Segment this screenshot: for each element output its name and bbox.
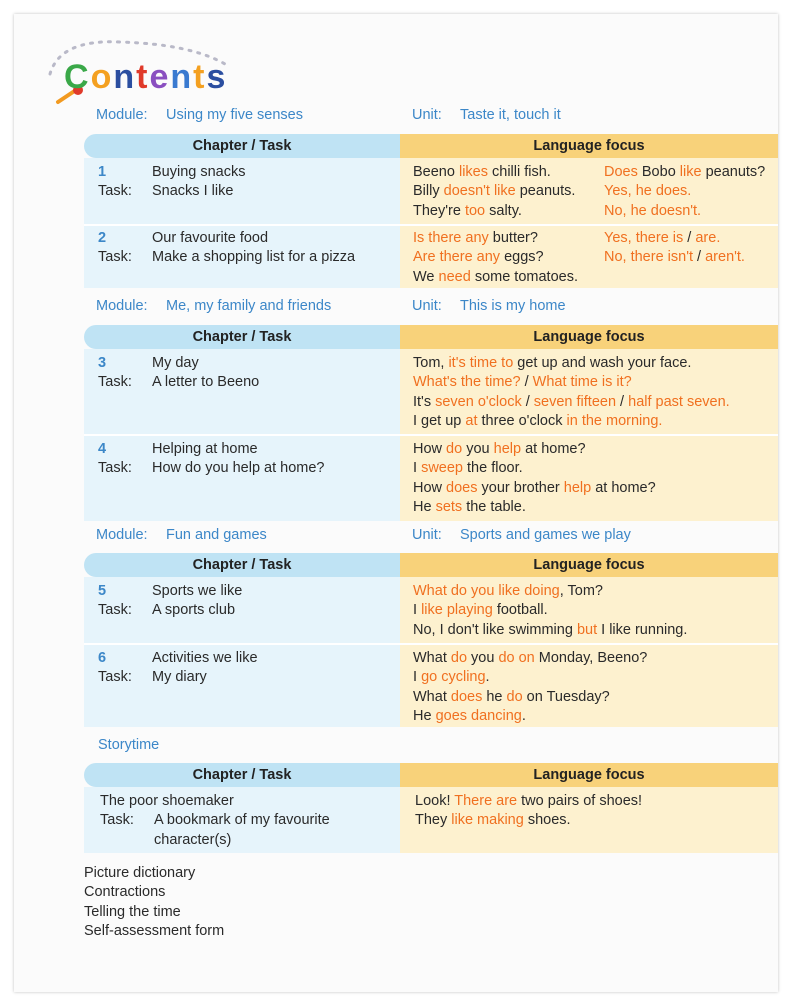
- focus-highlight: sets: [435, 498, 463, 515]
- title-letter: n: [113, 58, 137, 96]
- focus-highlight: go cycling: [421, 669, 486, 686]
- task-label: Task:: [100, 812, 134, 829]
- focus-line: [413, 459, 656, 478]
- task-text: Make a shopping list for a pizza: [152, 249, 356, 266]
- task-text-cont: character(s): [154, 831, 232, 848]
- row-divider: [84, 434, 778, 436]
- focus-text: /: [683, 230, 696, 246]
- focus-text: Beeno: [413, 164, 459, 180]
- chapter-title: Activities we like: [152, 650, 258, 666]
- focus-highlight: like playing: [421, 602, 493, 619]
- focus-text: Look!: [415, 793, 455, 809]
- focus-text: /: [520, 374, 533, 391]
- chapter-title: Helping at home: [152, 441, 258, 457]
- language-focus-header: Language focus: [400, 134, 778, 158]
- focus-line: [413, 688, 647, 707]
- focus-highlight: it's time to: [448, 355, 514, 371]
- focus-text: He: [413, 498, 436, 515]
- module-label: Module:: [96, 107, 148, 123]
- focus-text: football.: [492, 602, 548, 619]
- module-3-line: [96, 527, 267, 543]
- focus-line: [604, 248, 745, 267]
- chapter-row-story: [100, 792, 330, 850]
- focus-text: eggs?: [500, 249, 544, 266]
- focus-line: [415, 792, 642, 811]
- focus-highlight: do on: [498, 650, 535, 666]
- chapter-number: 6: [98, 650, 107, 666]
- chapter-row-6: [98, 649, 258, 688]
- focus-1-a: [413, 163, 575, 221]
- chapter-task-header: Chapter / Task: [84, 553, 400, 577]
- focus-text: shoes.: [523, 812, 571, 829]
- focus-text: butter?: [488, 230, 538, 246]
- focus-text: the table.: [462, 498, 526, 515]
- unit-label: Unit:: [412, 527, 442, 543]
- focus-text: They're: [413, 202, 465, 219]
- task-label: Task:: [98, 460, 132, 477]
- focus-text: some tomatoes.: [470, 268, 578, 285]
- focus-highlight: What's the time?: [413, 374, 521, 391]
- focus-highlight: No, there isn't: [604, 249, 694, 266]
- focus-line: [413, 202, 575, 221]
- chapter-title: Our favourite food: [152, 230, 269, 246]
- row-divider: [84, 224, 778, 226]
- task-label: Task:: [98, 183, 132, 200]
- focus-line: [413, 229, 578, 248]
- focus-text: What: [413, 650, 451, 666]
- focus-highlight: Is there any: [413, 230, 489, 246]
- focus-highlight: Yes, he does.: [604, 183, 692, 200]
- unit-2-line: [412, 298, 566, 314]
- focus-text: Bobo: [637, 164, 680, 180]
- chapter-title: The poor shoemaker: [100, 793, 234, 809]
- focus-text: We: [413, 268, 439, 285]
- focus-highlight: There are: [454, 793, 518, 809]
- unit-name: Sports and games we play: [460, 527, 631, 543]
- task-text: A bookmark of my favourite: [154, 812, 330, 829]
- focus-text: Monday, Beeno?: [534, 650, 648, 666]
- language-focus-header: Language focus: [400, 763, 778, 787]
- unit-label: Unit:: [412, 107, 442, 123]
- focus-highlight: does: [450, 688, 483, 705]
- unit-label: Unit:: [412, 298, 442, 314]
- chapter-number: 4: [98, 441, 107, 457]
- focus-text: peanuts.: [515, 183, 576, 200]
- module-name: Using my five senses: [166, 107, 303, 123]
- focus-highlight: seven fifteen: [533, 393, 617, 410]
- focus-highlight: Does: [604, 164, 638, 180]
- task-text: How do you help at home?: [152, 460, 325, 477]
- focus-text: What: [413, 688, 451, 705]
- focus-line: [415, 811, 642, 830]
- focus-line: [413, 163, 575, 182]
- focus-text: /: [616, 393, 629, 410]
- focus-highlight: but: [576, 621, 598, 638]
- focus-line: [413, 582, 687, 601]
- language-focus-header: Language focus: [400, 325, 778, 349]
- focus-line: [413, 668, 647, 687]
- focus-text: I: [413, 669, 422, 686]
- task-label: Task:: [98, 374, 132, 391]
- focus-highlight: need: [438, 268, 471, 285]
- task-label: Task:: [98, 249, 132, 266]
- focus-text: salty.: [485, 202, 522, 219]
- task-text: My diary: [152, 669, 207, 686]
- focus-highlight: doesn't like: [443, 183, 516, 200]
- focus-highlight: What time is it?: [532, 374, 632, 391]
- focus-text: How: [413, 441, 447, 457]
- language-focus-header: Language focus: [400, 553, 778, 577]
- task-label: Task:: [98, 602, 132, 619]
- focus-text: I: [413, 602, 422, 619]
- unit-name: Taste it, touch it: [460, 107, 561, 123]
- focus-line: [413, 354, 730, 373]
- focus-text: at home?: [521, 441, 586, 457]
- focus-highlight: like making: [451, 812, 524, 829]
- focus-highlight: do: [506, 688, 523, 705]
- focus-text: .: [485, 669, 490, 686]
- focus-highlight: are.: [695, 230, 721, 246]
- focus-3: [413, 354, 730, 431]
- focus-highlight: like: [679, 164, 702, 180]
- focus-story: [415, 792, 642, 831]
- focus-2-b: [604, 229, 745, 268]
- focus-line: [413, 373, 730, 392]
- focus-highlight: too: [464, 202, 486, 219]
- focus-line: [413, 498, 656, 517]
- chapter-row-4: [98, 440, 325, 479]
- unit-1-line: [412, 107, 561, 123]
- focus-highlight: in the morning.: [566, 412, 663, 429]
- focus-5: [413, 582, 687, 640]
- focus-text: , Tom?: [559, 583, 603, 599]
- chapter-row-3: [98, 354, 259, 393]
- focus-line: [413, 601, 687, 620]
- focus-2-a: [413, 229, 578, 287]
- extra-item: Self-assessment form: [84, 922, 225, 939]
- focus-highlight: sweep: [421, 460, 463, 477]
- chapter-title: Sports we like: [152, 583, 243, 599]
- extra-item: Telling the time: [84, 903, 181, 920]
- focus-line: [413, 268, 578, 287]
- focus-line: [604, 202, 765, 221]
- focus-text: your brother: [477, 479, 564, 496]
- chapter-task-header: Chapter / Task: [84, 325, 400, 349]
- focus-text: /: [521, 393, 534, 410]
- focus-line: [413, 412, 730, 431]
- focus-highlight: likes: [458, 164, 488, 180]
- focus-highlight: No, he doesn't.: [604, 202, 702, 219]
- focus-highlight: does: [446, 479, 478, 496]
- focus-line: [413, 621, 687, 640]
- focus-text: I like running.: [597, 621, 688, 638]
- title-letter: o: [90, 58, 114, 96]
- task-text: A sports club: [152, 602, 236, 619]
- focus-line: [604, 182, 765, 201]
- focus-text: you: [462, 441, 494, 457]
- focus-highlight: at: [465, 412, 478, 429]
- focus-line: [413, 707, 647, 726]
- focus-highlight: seven o'clock: [435, 393, 522, 410]
- module-1-line: [96, 107, 303, 123]
- focus-text: the floor.: [462, 460, 523, 477]
- focus-text: .: [521, 707, 526, 724]
- module-label: Module:: [96, 527, 148, 543]
- focus-text: No, I don't like swimming: [413, 621, 577, 638]
- focus-line: [413, 248, 578, 267]
- focus-line: [413, 440, 656, 459]
- focus-text: /: [693, 249, 706, 266]
- focus-line: [413, 649, 647, 668]
- extras-list: [84, 864, 224, 941]
- task-text: A letter to Beeno: [152, 374, 260, 391]
- chapter-number: 5: [98, 583, 107, 599]
- focus-6: [413, 649, 647, 726]
- focus-text: I: [413, 460, 422, 477]
- chapter-number: 1: [98, 164, 107, 180]
- module-name: Fun and games: [166, 527, 267, 543]
- unit-3-line: [412, 527, 631, 543]
- focus-1-b: [604, 163, 765, 221]
- chapter-task-header: Chapter / Task: [84, 763, 400, 787]
- chapter-title: Buying snacks: [152, 164, 246, 180]
- focus-text: peanuts?: [701, 164, 766, 180]
- contents-title: [40, 34, 230, 114]
- title-letter: n: [170, 58, 194, 96]
- chapter-row-1: [98, 163, 246, 202]
- task-label: Task:: [98, 669, 132, 686]
- focus-text: Tom,: [413, 355, 449, 371]
- chapter-number: 3: [98, 355, 107, 371]
- focus-highlight: aren't.: [705, 249, 745, 266]
- extra-item: Picture dictionary: [84, 865, 196, 881]
- focus-line: [413, 393, 730, 412]
- focus-text: I get up: [413, 412, 466, 429]
- focus-line: [604, 163, 765, 182]
- task-text: Snacks I like: [152, 183, 234, 200]
- focus-line: [604, 229, 745, 248]
- chapter-row-2: [98, 229, 355, 268]
- focus-text: on Tuesday?: [522, 688, 610, 705]
- focus-4: [413, 440, 656, 517]
- contents-heading: [64, 58, 227, 97]
- title-letter: s: [206, 58, 228, 96]
- module-2-line: [96, 298, 331, 314]
- focus-text: How: [413, 479, 447, 496]
- title-letter: t: [136, 58, 150, 96]
- focus-text: He: [413, 707, 436, 724]
- focus-highlight: do: [446, 441, 463, 457]
- focus-text: at home?: [591, 479, 656, 496]
- focus-highlight: help: [493, 441, 522, 457]
- focus-text: two pairs of shoes!: [517, 793, 643, 809]
- focus-highlight: Are there any: [413, 249, 501, 266]
- chapter-task-header: Chapter / Task: [84, 134, 400, 158]
- focus-highlight: help: [563, 479, 592, 496]
- unit-name: This is my home: [460, 298, 566, 314]
- focus-text: he: [482, 688, 507, 705]
- title-letter: C: [64, 58, 91, 96]
- extra-item: Contractions: [84, 884, 166, 901]
- focus-text: Billy: [413, 183, 444, 200]
- module-label: Module:: [96, 298, 148, 314]
- focus-highlight: What do you like doing: [413, 583, 560, 599]
- chapter-number: 2: [98, 230, 107, 246]
- storytime-label: Storytime: [98, 737, 160, 753]
- title-letter: e: [149, 58, 171, 96]
- chapter-title: My day: [152, 355, 199, 371]
- focus-highlight: goes dancing: [435, 707, 522, 724]
- focus-highlight: do: [450, 650, 468, 666]
- focus-line: [413, 479, 656, 498]
- chapter-row-5: [98, 582, 242, 621]
- focus-highlight: Yes, there is: [604, 230, 684, 246]
- focus-text: three o'clock: [477, 412, 567, 429]
- row-divider: [84, 643, 778, 645]
- module-name: Me, my family and friends: [166, 298, 332, 314]
- focus-text: chilli fish.: [487, 164, 551, 180]
- focus-text: It's: [413, 393, 436, 410]
- focus-highlight: half past seven.: [628, 393, 730, 410]
- focus-text: They: [415, 812, 452, 829]
- title-letter: t: [193, 58, 207, 96]
- focus-text: get up and wash your face.: [513, 355, 692, 371]
- focus-text: you: [467, 650, 499, 666]
- focus-line: [413, 182, 575, 201]
